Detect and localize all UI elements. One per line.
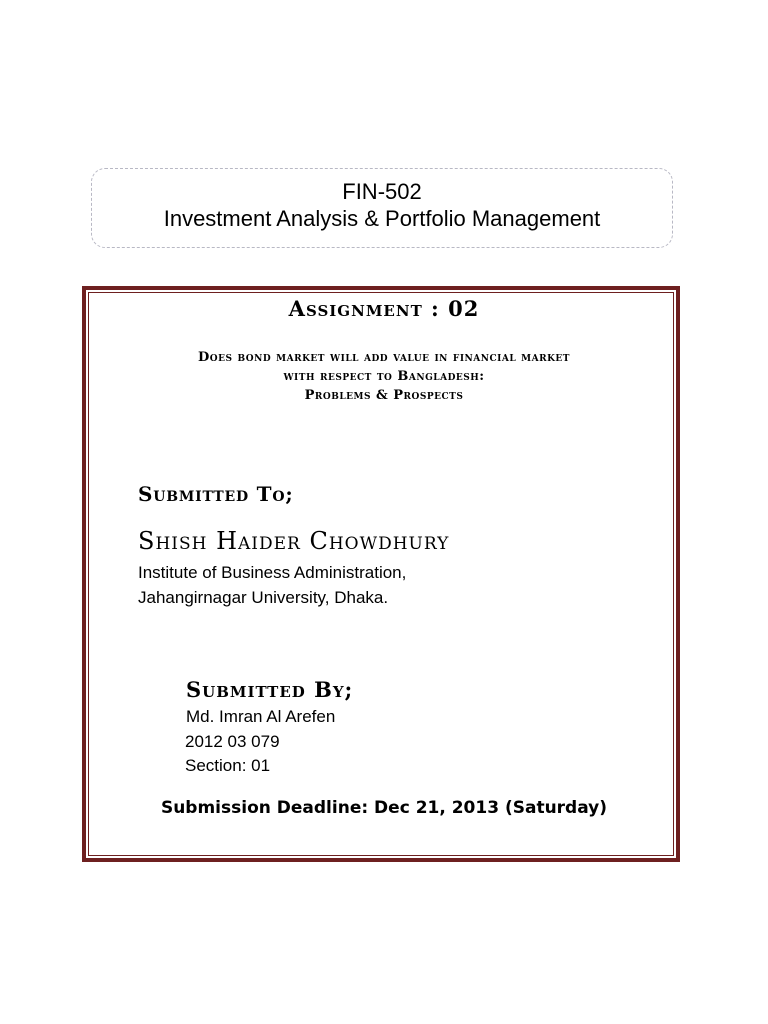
course-header-box	[91, 168, 673, 248]
submitted-by-label: Submitted By;	[186, 677, 354, 702]
submitted-to-label: Submitted To;	[138, 482, 294, 506]
student-section: Section: 01	[185, 756, 271, 775]
institute-line: Institute of Business Administration,	[138, 563, 407, 582]
student-name: Md. Imran Al Arefen	[186, 707, 336, 726]
course-code: FIN-502	[342, 179, 422, 204]
topic-line: Problems & Prospects	[304, 388, 464, 403]
topic-line: with respect to Bangladesh:	[283, 369, 485, 384]
university-line: Jahangirnagar University, Dhaka.	[138, 588, 389, 607]
course-name: Investment Analysis & Portfolio Management	[163, 206, 601, 231]
student-id: 2012 03 079	[185, 732, 280, 751]
assignment-title: Assignment : 02	[288, 296, 480, 321]
topic-line: Does bond market will add value in financial market	[198, 350, 570, 365]
assignment-topic	[90, 348, 678, 405]
supervisor-name: Shish Haider Chowdhury	[138, 527, 450, 555]
submission-deadline: Submission Deadline: Dec 21, 2013 (Saturday)	[160, 798, 608, 818]
